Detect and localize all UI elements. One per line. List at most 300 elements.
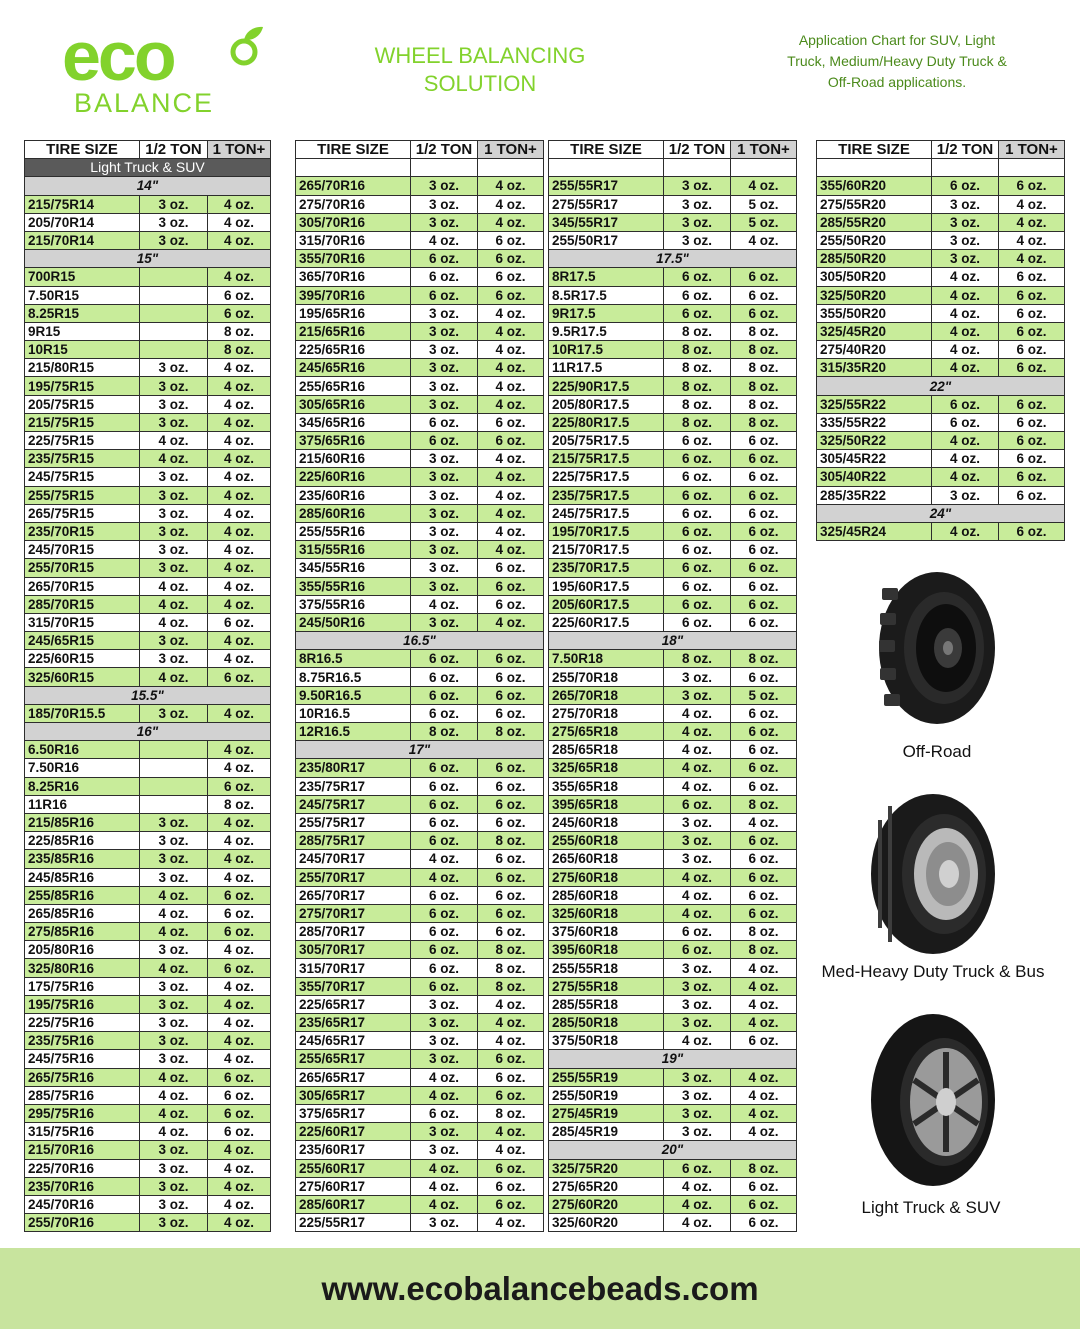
tire-size-cell: 275/60R20 [549,1195,664,1213]
table-row [549,850,797,868]
tire-size-cell: 10R16.5 [296,704,411,722]
one-ton-cell: 6 oz. [208,613,271,631]
one-ton-cell: 4 oz. [731,1104,797,1122]
one-ton-cell: 4 oz. [208,1195,271,1213]
table-row [817,341,1065,359]
one-ton-cell: 4 oz. [478,1123,544,1141]
one-ton-cell: 4 oz. [478,613,544,631]
half-ton-cell: 6 oz. [932,177,999,195]
tire-size-cell: 365/70R16 [296,268,411,286]
table-header-row [25,141,271,159]
rim-size-section-row [549,250,797,268]
one-ton-cell: 4 oz. [999,250,1065,268]
half-ton-cell: 6 oz. [411,286,478,304]
one-ton-cell: 6 oz. [208,1068,271,1086]
tire-size-cell: 245/70R16 [25,1195,140,1213]
table-row [296,1068,544,1086]
tire-size-cell: 225/75R17.5 [549,468,664,486]
blank-cell [478,159,544,177]
blank-row [817,159,1065,177]
header-half-ton: 1/2 TON [411,141,478,159]
one-ton-cell: 8 oz. [731,923,797,941]
tire-size-cell: 265/70R18 [549,686,664,704]
half-ton-cell: 3 oz. [664,1104,731,1122]
table-row [549,595,797,613]
half-ton-cell: 4 oz. [411,595,478,613]
one-ton-cell: 4 oz. [208,504,271,522]
one-ton-cell: 6 oz. [478,413,544,431]
table-row [296,1141,544,1159]
table-row [25,341,271,359]
tire-table-column-1 [24,140,271,1232]
rim-size-label: 17" [296,741,544,759]
tire-size-cell: 315/55R16 [296,541,411,559]
tire-table-column-2 [295,140,544,1232]
half-ton-cell: 8 oz. [664,341,731,359]
table-row [25,468,271,486]
table-row [817,468,1065,486]
one-ton-cell: 4 oz. [208,541,271,559]
half-ton-cell: 6 oz. [411,1104,478,1122]
one-ton-cell: 4 oz. [208,413,271,431]
rim-size-section-row [549,1050,797,1068]
tire-size-cell: 235/60R16 [296,486,411,504]
tire-size-cell: 225/65R17 [296,995,411,1013]
table-row [296,541,544,559]
one-ton-cell: 6 oz. [731,904,797,922]
table-row [296,923,544,941]
tire-size-cell: 285/50R20 [817,250,932,268]
one-ton-cell: 4 oz. [208,395,271,413]
half-ton-cell: 6 oz. [411,777,478,795]
table-row [25,1104,271,1122]
table-row [549,795,797,813]
tire-size-cell: 325/55R22 [817,395,932,413]
tire-size-cell: 8R16.5 [296,650,411,668]
table-row [296,250,544,268]
tire-size-cell: 275/55R20 [817,195,932,213]
half-ton-cell: 3 oz. [411,1032,478,1050]
tire-size-cell: 175/75R16 [25,977,140,995]
table-row [296,413,544,431]
table-row [25,268,271,286]
tire-size-cell: 255/70R15 [25,559,140,577]
table-row [296,468,544,486]
tire-size-cell: 275/40R20 [817,341,932,359]
one-ton-cell: 6 oz. [731,577,797,595]
one-ton-cell: 6 oz. [478,686,544,704]
table-row [549,377,797,395]
one-ton-cell: 8 oz. [208,341,271,359]
table-row [296,1195,544,1213]
table-row [296,322,544,340]
half-ton-cell: 3 oz. [411,341,478,359]
table-row [25,1159,271,1177]
one-ton-cell: 4 oz. [478,522,544,540]
table-row [817,522,1065,540]
half-ton-cell: 3 oz. [411,359,478,377]
one-ton-cell: 4 oz. [208,231,271,249]
intro-line-2: Truck, Medium/Heavy Duty Truck & [787,53,1007,69]
one-ton-cell: 6 oz. [208,286,271,304]
blank-cell [549,159,664,177]
table-row [296,1032,544,1050]
rim-size-section-row [549,632,797,650]
one-ton-cell: 6 oz. [478,1159,544,1177]
table-row [549,450,797,468]
half-ton-cell: 3 oz. [664,668,731,686]
one-ton-cell: 6 oz. [478,795,544,813]
half-ton-cell: 6 oz. [664,923,731,941]
table-row [296,486,544,504]
half-ton-cell: 8 oz. [664,359,731,377]
half-ton-cell: 3 oz. [140,850,208,868]
table-row [25,486,271,504]
table-row [296,304,544,322]
half-ton-cell: 6 oz. [664,432,731,450]
tire-size-cell: 355/65R18 [549,777,664,795]
tire-size-cell: 255/75R17 [296,813,411,831]
half-ton-cell: 3 oz. [664,977,731,995]
half-ton-cell: 3 oz. [140,704,208,722]
tire-size-cell: 375/55R16 [296,595,411,613]
one-ton-cell: 4 oz. [478,468,544,486]
eco-balance-logo [62,17,262,122]
rim-size-label: 18" [549,632,797,650]
tire-size-cell: 215/70R17.5 [549,541,664,559]
tire-size-cell: 8R17.5 [549,268,664,286]
one-ton-cell: 4 oz. [208,995,271,1013]
tire-size-cell: 345/65R16 [296,413,411,431]
tire-size-cell: 215/70R16 [25,1141,140,1159]
tire-size-cell: 285/70R15 [25,595,140,613]
half-ton-cell: 4 oz. [411,850,478,868]
half-ton-cell: 4 oz. [411,1068,478,1086]
half-ton-cell [140,322,208,340]
half-ton-cell: 3 oz. [140,832,208,850]
tire-size-cell: 245/60R18 [549,813,664,831]
half-ton-cell: 3 oz. [140,941,208,959]
one-ton-cell: 8 oz. [731,650,797,668]
blank-cell [999,159,1065,177]
one-ton-cell: 6 oz. [478,231,544,249]
tire-size-cell: 285/75R16 [25,1086,140,1104]
half-ton-cell: 4 oz. [140,1068,208,1086]
website-link[interactable]: www.ecobalancebeads.com [321,1270,759,1307]
table-row [549,904,797,922]
one-ton-cell: 4 oz. [478,1014,544,1032]
tire-size-cell: 305/70R17 [296,941,411,959]
rim-size-section-row [25,177,271,195]
tire-size-cell: 245/70R15 [25,541,140,559]
tire-size-cell: 215/65R16 [296,322,411,340]
table-row [817,195,1065,213]
one-ton-cell: 8 oz. [731,1159,797,1177]
headline-line-2: SOLUTION [423,71,537,96]
table-row [549,995,797,1013]
half-ton-cell: 6 oz. [411,668,478,686]
table-row [296,959,544,977]
intro-text [752,30,1042,93]
tire-size-cell: 255/85R16 [25,886,140,904]
table-row [296,813,544,831]
rim-size-section-row [549,1141,797,1159]
half-ton-cell: 4 oz. [664,1177,731,1195]
tire-size-cell: 235/60R17 [296,1141,411,1159]
half-ton-cell: 4 oz. [664,1214,731,1232]
tire-size-cell: 205/60R17.5 [549,595,664,613]
half-ton-cell: 6 oz. [411,795,478,813]
table-row [296,850,544,868]
table-row [25,286,271,304]
tire-size-cell: 245/65R17 [296,1032,411,1050]
half-ton-cell: 4 oz. [932,268,999,286]
half-ton-cell: 6 oz. [664,541,731,559]
table-row [296,650,544,668]
tire-size-cell: 275/65R18 [549,723,664,741]
half-ton-cell: 4 oz. [140,959,208,977]
table-row [25,504,271,522]
blank-cell [817,159,932,177]
half-ton-cell: 3 oz. [664,850,731,868]
table-row [549,704,797,722]
tire-size-cell: 255/65R17 [296,1050,411,1068]
tire-size-cell: 7.50R15 [25,286,140,304]
one-ton-cell: 4 oz. [478,504,544,522]
one-ton-cell: 6 oz. [731,741,797,759]
one-ton-cell: 6 oz. [478,868,544,886]
half-ton-cell: 6 oz. [411,923,478,941]
tire-size-cell: 245/65R15 [25,632,140,650]
one-ton-cell: 6 oz. [731,868,797,886]
half-ton-cell: 4 oz. [140,904,208,922]
half-ton-cell: 6 oz. [664,941,731,959]
table-row [549,559,797,577]
tire-size-cell: 235/75R17 [296,777,411,795]
half-ton-cell: 4 oz. [932,522,999,540]
half-ton-cell: 4 oz. [140,577,208,595]
table-row [296,995,544,1013]
half-ton-cell: 3 oz. [411,504,478,522]
one-ton-cell: 4 oz. [731,977,797,995]
tire-size-cell: 325/65R18 [549,759,664,777]
one-ton-cell: 6 oz. [208,668,271,686]
one-ton-cell: 6 oz. [731,777,797,795]
leaf-tire-icon [230,26,264,66]
table-row [296,231,544,249]
table-row [296,868,544,886]
half-ton-cell: 3 oz. [140,1177,208,1195]
table-row [296,1104,544,1122]
table-row [817,322,1065,340]
table-row [296,1123,544,1141]
half-ton-cell: 6 oz. [411,704,478,722]
table-row [25,231,271,249]
table-row [549,195,797,213]
one-ton-cell: 4 oz. [478,177,544,195]
half-ton-cell: 3 oz. [140,1014,208,1032]
tire-size-cell: 285/50R18 [549,1014,664,1032]
blank-cell [664,159,731,177]
one-ton-cell: 4 oz. [208,559,271,577]
one-ton-cell: 4 oz. [208,1177,271,1195]
half-ton-cell: 6 oz. [664,595,731,613]
tire-size-cell: 245/85R16 [25,868,140,886]
half-ton-cell: 6 oz. [411,959,478,977]
half-ton-cell: 4 oz. [932,322,999,340]
table-row [549,668,797,686]
one-ton-cell: 4 oz. [478,341,544,359]
half-ton-cell: 4 oz. [664,886,731,904]
half-ton-cell: 3 oz. [140,632,208,650]
table-row [25,668,271,686]
tire-size-cell: 325/60R20 [549,1214,664,1232]
table-row [549,1014,797,1032]
table-row [817,450,1065,468]
half-ton-cell: 3 oz. [411,522,478,540]
header-one-ton: 1 TON+ [478,141,544,159]
one-ton-cell: 6 oz. [208,1104,271,1122]
one-ton-cell: 4 oz. [731,177,797,195]
tire-size-cell: 255/50R20 [817,231,932,249]
tire-size-cell: 375/65R17 [296,1104,411,1122]
table-header-row [296,141,544,159]
table-row [296,1214,544,1232]
table-row [25,432,271,450]
rim-size-label: 17.5" [549,250,797,268]
tire-size-cell: 205/70R14 [25,213,140,231]
table-row [549,395,797,413]
header-tire-size: TIRE SIZE [296,141,411,159]
tire-size-cell: 255/60R18 [549,832,664,850]
table-row [549,522,797,540]
one-ton-cell: 6 oz. [731,1195,797,1213]
half-ton-cell: 3 oz. [411,577,478,595]
one-ton-cell: 6 oz. [731,286,797,304]
half-ton-cell: 4 oz. [411,1159,478,1177]
one-ton-cell: 6 oz. [999,341,1065,359]
half-ton-cell: 3 oz. [932,486,999,504]
table-row [549,1068,797,1086]
half-ton-cell [140,268,208,286]
tire-size-cell: 275/55R17 [549,195,664,213]
one-ton-cell: 6 oz. [478,1068,544,1086]
half-ton-cell: 3 oz. [411,322,478,340]
tire-size-cell: 255/70R17 [296,868,411,886]
tire-size-cell: 235/70R16 [25,1177,140,1195]
half-ton-cell: 8 oz. [664,377,731,395]
table-row [296,286,544,304]
half-ton-cell: 4 oz. [664,904,731,922]
tire-size-cell: 225/65R16 [296,341,411,359]
half-ton-cell: 6 oz. [411,759,478,777]
half-ton-cell: 3 oz. [664,1014,731,1032]
one-ton-cell: 4 oz. [478,450,544,468]
half-ton-cell: 3 oz. [140,504,208,522]
one-ton-cell: 6 oz. [731,450,797,468]
rim-size-section-row [817,504,1065,522]
one-ton-cell: 6 oz. [731,432,797,450]
one-ton-cell: 4 oz. [208,1214,271,1232]
tire-size-cell: 285/60R17 [296,1195,411,1213]
rim-size-label: 20" [549,1141,797,1159]
tire-size-cell: 225/60R17.5 [549,613,664,631]
one-ton-cell: 6 oz. [208,1086,271,1104]
one-ton-cell: 6 oz. [478,904,544,922]
one-ton-cell: 6 oz. [478,268,544,286]
half-ton-cell: 4 oz. [411,1086,478,1104]
table-row [549,741,797,759]
table-row [549,959,797,977]
one-ton-cell: 6 oz. [478,704,544,722]
tire-size-cell: 325/45R24 [817,522,932,540]
one-ton-cell: 5 oz. [731,213,797,231]
tire-size-cell: 315/70R16 [296,231,411,249]
table-row [817,250,1065,268]
half-ton-cell: 6 oz. [411,686,478,704]
tire-size-cell: 8.75R16.5 [296,668,411,686]
tire-size-cell: 355/70R17 [296,977,411,995]
tire-size-cell: 235/80R17 [296,759,411,777]
table-row [296,886,544,904]
tire-size-cell: 295/75R16 [25,1104,140,1122]
half-ton-cell: 4 oz. [932,304,999,322]
half-ton-cell: 3 oz. [411,1214,478,1232]
header-one-ton: 1 TON+ [731,141,797,159]
tire-size-cell: 10R15 [25,341,140,359]
tire-size-cell: 255/55R16 [296,522,411,540]
half-ton-cell: 3 oz. [140,1214,208,1232]
tire-size-cell: 9.50R16.5 [296,686,411,704]
tire-size-cell: 375/60R18 [549,923,664,941]
table-row [549,686,797,704]
half-ton-cell: 6 oz. [411,432,478,450]
one-ton-cell: 4 oz. [478,359,544,377]
half-ton-cell: 3 oz. [664,959,731,977]
one-ton-cell: 4 oz. [731,995,797,1013]
one-ton-cell: 6 oz. [208,904,271,922]
one-ton-cell: 4 oz. [208,595,271,613]
table-row [296,1050,544,1068]
tire-size-cell: 265/60R18 [549,850,664,868]
one-ton-cell: 4 oz. [208,486,271,504]
tire-table [295,140,544,1232]
one-ton-cell: 8 oz. [478,723,544,741]
tire-size-cell: 315/35R20 [817,359,932,377]
tire-size-cell: 255/55R19 [549,1068,664,1086]
half-ton-cell: 4 oz. [932,341,999,359]
tire-size-cell: 245/75R15 [25,468,140,486]
page-headline [340,42,620,98]
half-ton-cell: 6 oz. [411,650,478,668]
half-ton-cell: 6 oz. [411,813,478,831]
one-ton-cell: 6 oz. [731,1032,797,1050]
table-row [549,832,797,850]
one-ton-cell: 4 oz. [731,1123,797,1141]
one-ton-cell: 4 oz. [208,632,271,650]
tire-table [24,140,271,1232]
one-ton-cell: 6 oz. [999,359,1065,377]
table-row [549,650,797,668]
half-ton-cell: 4 oz. [664,741,731,759]
tire-size-cell: 8.25R15 [25,304,140,322]
half-ton-cell: 3 oz. [664,832,731,850]
one-ton-cell: 6 oz. [478,1195,544,1213]
half-ton-cell: 3 oz. [411,486,478,504]
table-row [296,395,544,413]
tire-size-cell: 275/65R20 [549,1177,664,1195]
table-row [25,377,271,395]
